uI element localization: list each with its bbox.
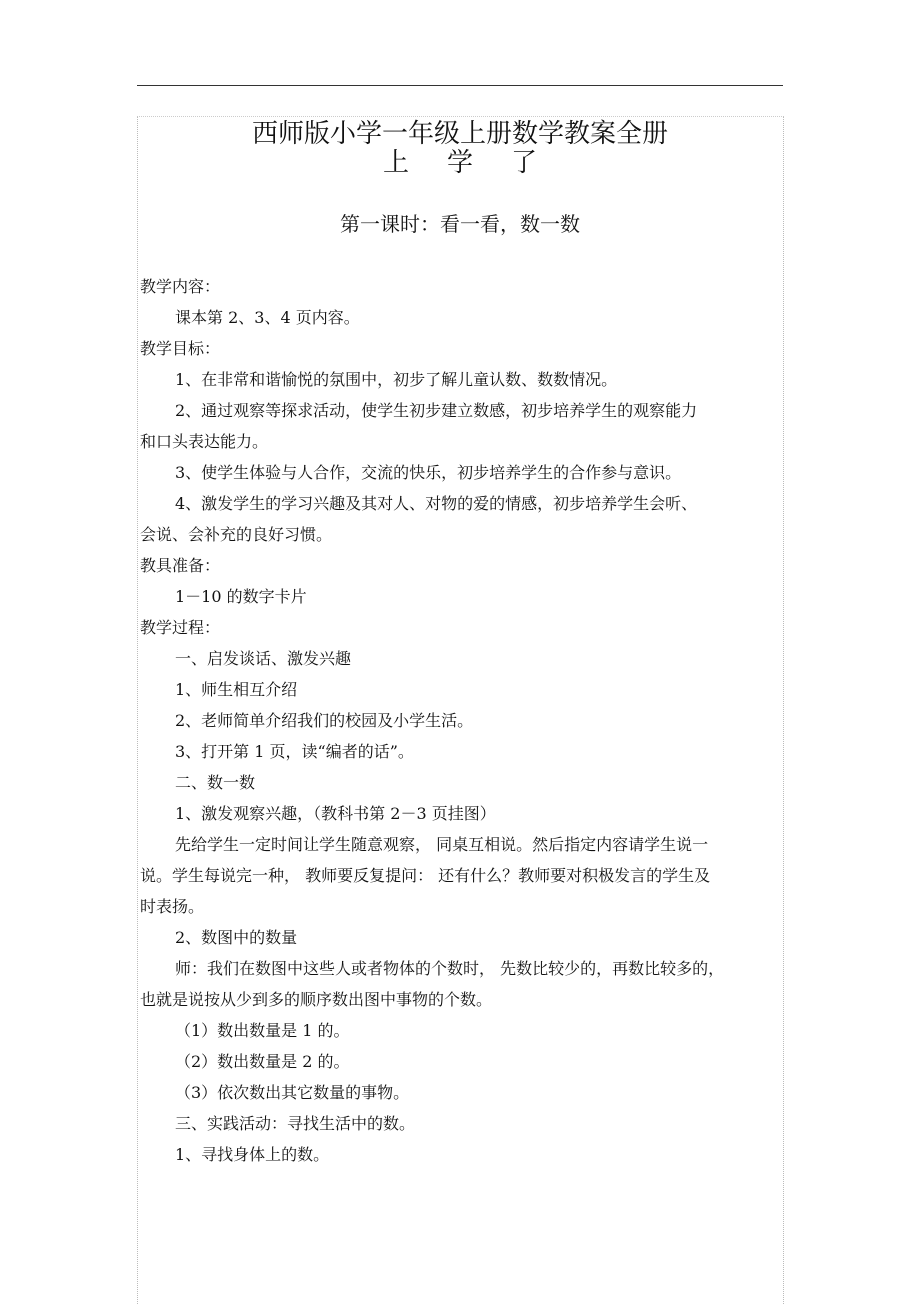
text-line: 会说、会补充的良好习惯。 [140, 525, 333, 544]
text-line: 课本第 2、3、4 页内容。 [175, 308, 360, 327]
text-line: 一、启发谈话、激发兴趣 [175, 649, 352, 668]
text-line: 4、激发学生的学习兴趣及其对人、对物的爱的情感，初步培养学生会听、 [175, 494, 698, 513]
text-line: 2、通过观察等探求活动，使学生初步建立数感，初步培养学生的观察能力 [175, 401, 698, 420]
text-line: 说。学生每说完一种， 教师要反复提问： 还有什么？教师要对积极发言的学生及 [140, 866, 711, 885]
text-line: 时表扬。 [140, 897, 205, 916]
text-line: 2、数图中的数量 [175, 928, 298, 947]
text-line: 和口头表达能力。 [140, 432, 269, 451]
text-line: 也就是说按从少到多的顺序数出图中事物的个数。 [140, 990, 493, 1009]
text-line: 3、使学生体验与人合作，交流的快乐，初步培养学生的合作参与意识。 [175, 463, 682, 482]
unit-title: 上学了 [382, 148, 575, 178]
lesson-title: 第一课时：看一看，数一数 [340, 212, 580, 236]
text-line: （3）依次数出其它数量的事物。 [175, 1083, 410, 1102]
header-rule [137, 85, 783, 86]
text-line: （1）数出数量是 1 的。 [175, 1021, 350, 1040]
text-line: 先给学生一定时间让学生随意观察， 同桌互相说。然后指定内容请学生说一 [175, 835, 709, 854]
text-line: 3、打开第 1 页，读“编者的话”。 [175, 742, 414, 761]
section-heading: 教学过程： [140, 618, 221, 637]
section-heading: 教学目标： [140, 339, 221, 358]
text-line: 三、实践活动：寻找生活中的数。 [175, 1114, 416, 1133]
document-title: 西师版小学一年级上册数学教案全册 [251, 119, 668, 149]
section-heading: 教学内容： [140, 277, 221, 296]
text-line: 1、在非常和谐愉悦的氛围中，初步了解儿童认数、数数情况。 [175, 370, 618, 389]
text-line: 二、数一数 [175, 773, 256, 792]
text-line: 1、师生相互介绍 [175, 680, 298, 699]
text-line: 1、激发观察兴趣，（教科书第 2－3 页挂图） [175, 804, 496, 823]
section-heading: 教具准备： [140, 556, 221, 575]
text-line: 师：我们在数图中这些人或者物体的个数时， 先数比较少的，再数比较多的， [175, 959, 725, 978]
text-line: 1、寻找身体上的数。 [175, 1145, 330, 1164]
text-line: 2、老师简单介绍我们的校园及小学生活。 [175, 711, 474, 730]
text-line: （2）数出数量是 2 的。 [175, 1052, 350, 1071]
text-line: 1－10 的数字卡片 [175, 587, 307, 606]
